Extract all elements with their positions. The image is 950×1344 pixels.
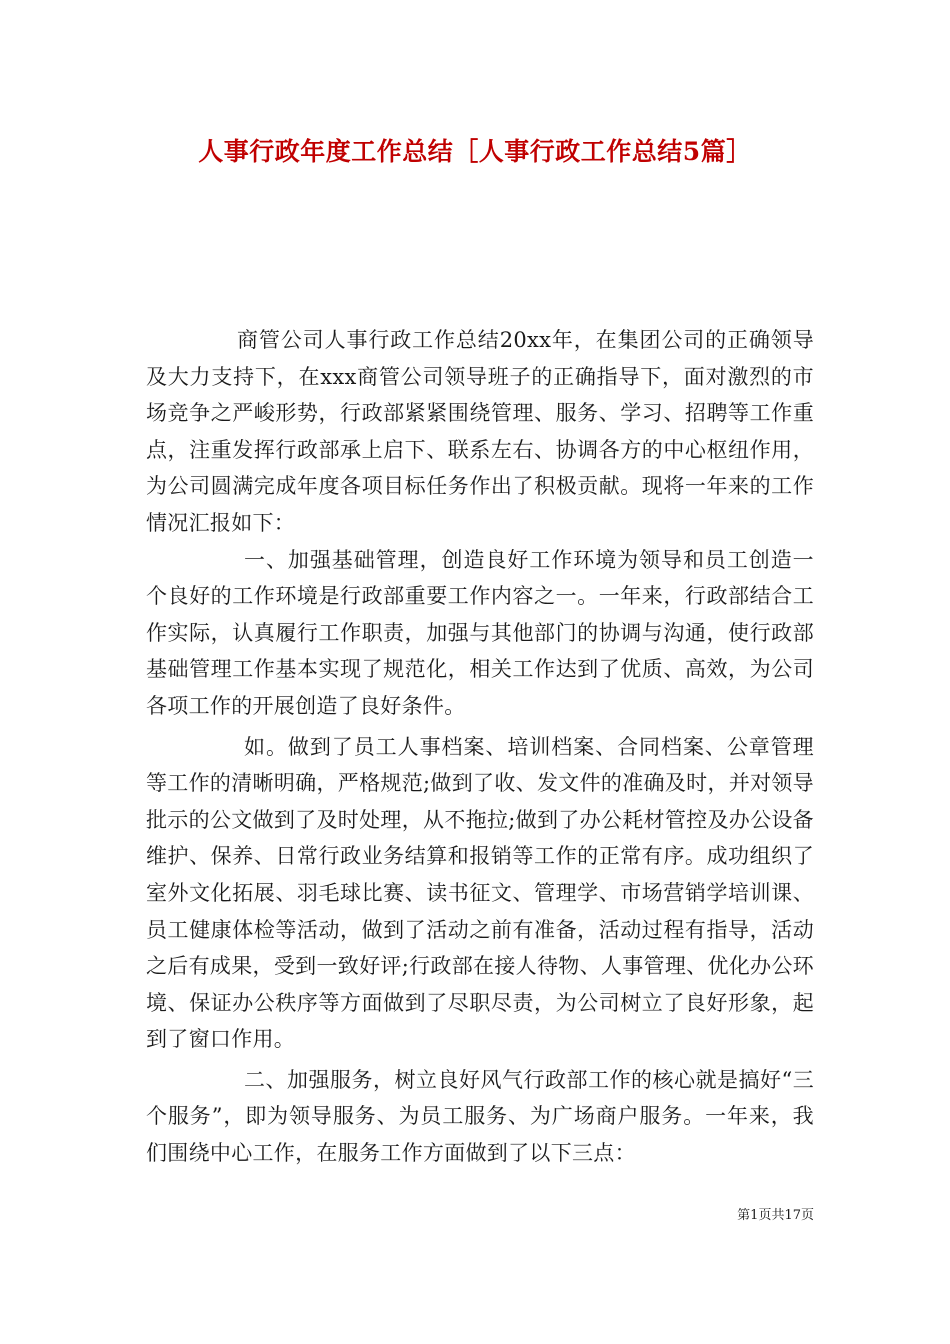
- paragraph-section-1: 一、加强基础管理，创造良好工作环境为领导和员工创造一个良好的工作环境是行政部重要工作内容之一。一年来，行政部结合工作实际，认真履行工作职责，加强与其他部门的协调与沟通，使行政部基础管理工作基本实现了规范化，相关工作达到了优质、高效，为公司各项工作的开展创造了良好条件。: [146, 547, 814, 718]
- page-number: 第1页共17页: [737, 1208, 814, 1223]
- paragraph-intro: 商管公司人事行政工作总结20xx年，在集团公司的正确领导及大力支持下，在xxx商管公司领导班子的正确指导下，面对激烈的市场竞争之严峻形势，行政部紧紧围绕管理、服务、学习、招聘等工作重点，注重发挥行政部承上启下、联系左右、协调各方的中心枢纽作用，为公司圆满完成年度各项目标任务作出了积极贡献。现将一年来的工作情况汇报如下：: [146, 328, 814, 535]
- paragraph-section-2: 二、加强服务，树立良好风气行政部工作的核心就是搞好“三个服务”，即为领导服务、为员工服务、为广场商户服务。一年来，我们围绕中心工作，在服务工作方面做到了以下三点：: [146, 1067, 814, 1166]
- paragraph-examples: 如。做到了员工人事档案、培训档案、合同档案、公章管理等工作的清晰明确，严格规范;做到了收、发文件的准确及时，并对领导批示的公文做到了及时处理，从不拖拉;做到了办公耗材管控及办公设备维护、保养、日常行政业务结算和报销等工作的正常有序。成功组织了室外文化拓展、羽毛球比赛、读书征文、管理学、市场营销学培训课、员工健康体检等活动，做到了活动之前有准备，活动过程有指导，活动之后有成果，受到一致好评;行政部在接人待物、人事管理、优化办公环境、保证办公秩序等方面做到了尽职尽责，为公司树立了良好形象，起到了窗口作用。: [146, 734, 814, 1052]
- document-body: [146, 322, 814, 1172]
- page-title: 人事行政年度工作总结［人事行政工作总结5篇］: [198, 137, 752, 166]
